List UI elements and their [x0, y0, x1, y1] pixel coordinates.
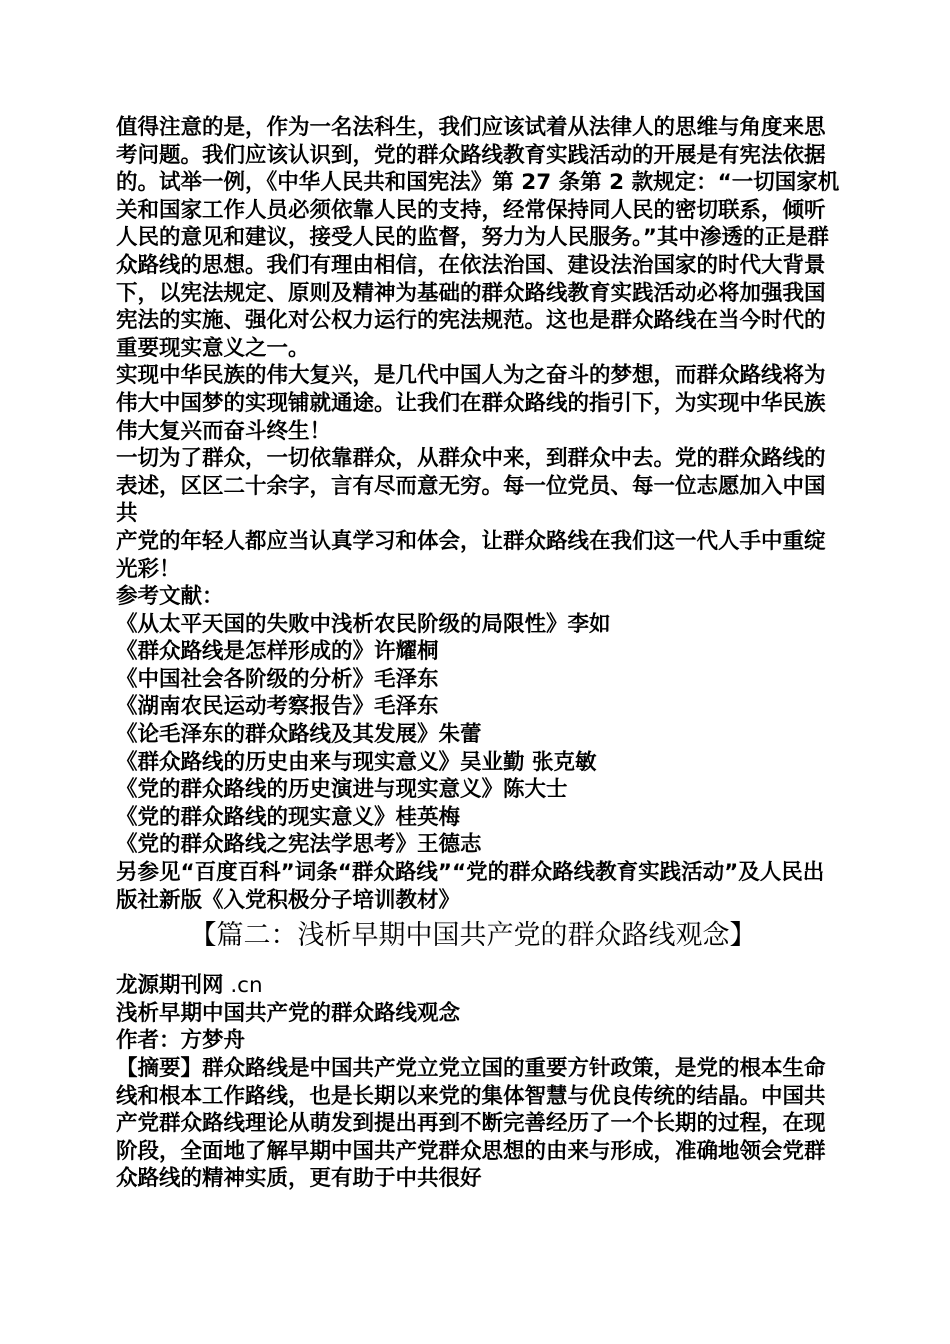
- references-heading: 参考文献：: [116, 584, 224, 610]
- article-author: 作者：方梦舟: [116, 1028, 246, 1054]
- site-suffix: .cn: [223, 973, 263, 999]
- article-abstract: 【摘要】群众路线是中国共产党立党立国的重要方针政策，是党的根本生命线和根本工作路线，也是长期以来党的集体智慧与优良传统的结晶。中国共产党群众路线理论从萌发到提出再到不断完善经历了一个长期的过程，在现阶段，全面地了解早期中国共产党群众思想的由来与形成，准确地领会党群众路线的精神实质，更有助于中共很好: [116, 1056, 826, 1192]
- section-title: 【篇二：浅析早期中国共产党的群众路线观念】: [189, 920, 757, 952]
- reference-item: 《论毛泽东的群众路线及其发展》朱蕾: [116, 722, 482, 748]
- source-site: [116, 972, 844, 1000]
- reference-item: 《党的群众路线的历史演进与现实意义》陈大士: [116, 777, 568, 803]
- reference-item: 《党的群众路线的现实意义》桂英梅: [116, 804, 461, 830]
- references-list: [116, 611, 844, 859]
- reference-item: 《党的群众路线之宪法学思考》王德志: [116, 832, 482, 858]
- paragraph-constitution: 值得注意的是，作为一名法科生，我们应该试着从法律人的思维与角度来思考问题。我们应该认识到，党的群众路线教育实践活动的开展是有宪法依据的。试举一例，《中华人民共和国宪法》第 27 条第 2 款规定：“一切国家机关和国家工作人员必须依靠人民的支持，经常保持同人民的密切联系，倾听人民的意见和建议，接受人民的监督，努力为人民服务。”其中渗透的正是群众路线的思想。我们有理由相信，在依法治国、建设法治国家的时代大背景下，以宪法规定、原则及精神为基础的群众路线教育实践活动必将加强我国宪法的实施、强化对公权力运行的宪法规范。这也是群众路线在当今时代的重要现实意义之一。: [116, 115, 840, 361]
- section-spacer: [116, 962, 844, 972]
- reference-item: 《群众路线是怎样形成的》许耀桐: [116, 639, 439, 665]
- reference-item: 《从太平天国的失败中浅析农民阶级的局限性》李如: [116, 611, 611, 637]
- reference-item: 《中国社会各阶级的分析》毛泽东: [116, 666, 439, 692]
- paragraph-mass-line-summary-continued: 产党的年轻人都应当认真学习和体会，让群众路线在我们这一代人手中重绽光彩！: [116, 528, 826, 582]
- article-title: 浅析早期中国共产党的群众路线观念: [116, 1000, 461, 1026]
- paragraph-mass-line-summary: 一切为了群众，一切依靠群众，从群众中来，到群众中去。党的群众路线的表述，区区二十余字，言有尽而意无穷。每一位党员、每一位志愿加入中国共: [116, 446, 826, 527]
- site-name: 龙源期刊网: [116, 973, 224, 999]
- reference-item: 《群众路线的历史由来与现实意义》吴业勤 张克敏: [116, 749, 597, 775]
- reference-item: 《湖南农民运动考察报告》毛泽东: [116, 694, 439, 720]
- document-content: [116, 114, 844, 1193]
- see-also-note: 另参见“百度百科”词条“群众路线”“党的群众路线教育实践活动”及人民出版社新版《入党积极分子培训教材》: [116, 860, 825, 913]
- paragraph-rejuvenation: 实现中华民族的伟大复兴，是几代中国人为之奋斗的梦想，而群众路线将为伟大中国梦的实现铺就通途。让我们在群众路线的指引下，为实现中华民族伟大复兴而奋斗终生！: [116, 363, 826, 444]
